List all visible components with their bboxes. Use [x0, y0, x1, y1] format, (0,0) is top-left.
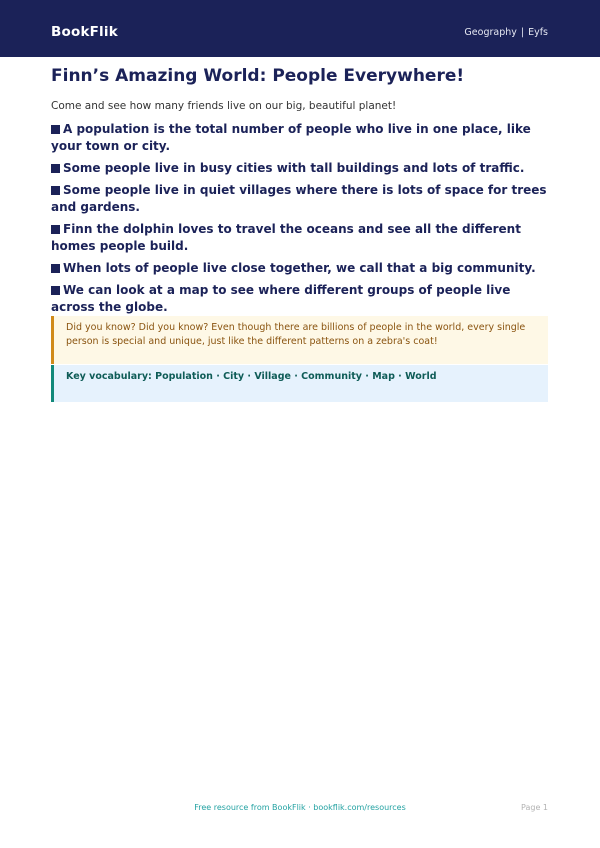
page-header: [0, 0, 600, 57]
square-bullet-icon: [51, 125, 60, 134]
level-label: Eyfs: [528, 27, 548, 38]
list-item: [51, 160, 551, 177]
header-meta: [464, 26, 548, 40]
square-bullet-icon: [51, 225, 60, 234]
meta-separator: |: [520, 27, 525, 38]
bullet-text: When lots of people live close together, we call that a big community.: [63, 261, 536, 275]
brand-logo-text[interactable]: BookFlik: [51, 24, 118, 40]
intro-text: Come and see how many friends live on our big, beautiful planet!: [51, 100, 397, 112]
bullet-text: We can look at a map to see where different groups of people live across the globe.: [51, 283, 511, 314]
list-item: [51, 260, 551, 277]
footer-credit-link[interactable]: Free resource from BookFlik · bookflik.com/resources: [194, 803, 406, 812]
page-number: Page 1: [521, 803, 548, 812]
bullet-list: [51, 121, 551, 321]
bullet-text: Some people live in quiet villages where there is lots of space for trees and gardens.: [51, 183, 547, 214]
key-vocabulary-text: Key vocabulary: Population · City · Village · Community · Map · World: [66, 371, 437, 382]
list-item: [51, 282, 551, 316]
square-bullet-icon: [51, 164, 60, 173]
key-vocabulary-callout: [51, 365, 548, 402]
square-bullet-icon: [51, 186, 60, 195]
bullet-text: Some people live in busy cities with tall buildings and lots of traffic.: [63, 161, 525, 175]
list-item: [51, 182, 551, 216]
page-title: Finn’s Amazing World: People Everywhere!: [51, 66, 465, 86]
square-bullet-icon: [51, 264, 60, 273]
list-item: [51, 221, 551, 255]
did-you-know-callout: [51, 316, 548, 364]
bullet-text: Finn the dolphin loves to travel the oceans and see all the different homes people build.: [51, 222, 521, 253]
bullet-text: A population is the total number of people who live in one place, like your town or city.: [51, 122, 531, 153]
list-item: [51, 121, 551, 155]
subject-label: Geography: [464, 27, 517, 38]
did-you-know-text: Did you know? Did you know? Even though there are billions of people in the world, every single person is special and unique, just like the different patterns on a zebra's coat!: [66, 322, 526, 347]
page-footer: [0, 802, 600, 816]
square-bullet-icon: [51, 286, 60, 295]
